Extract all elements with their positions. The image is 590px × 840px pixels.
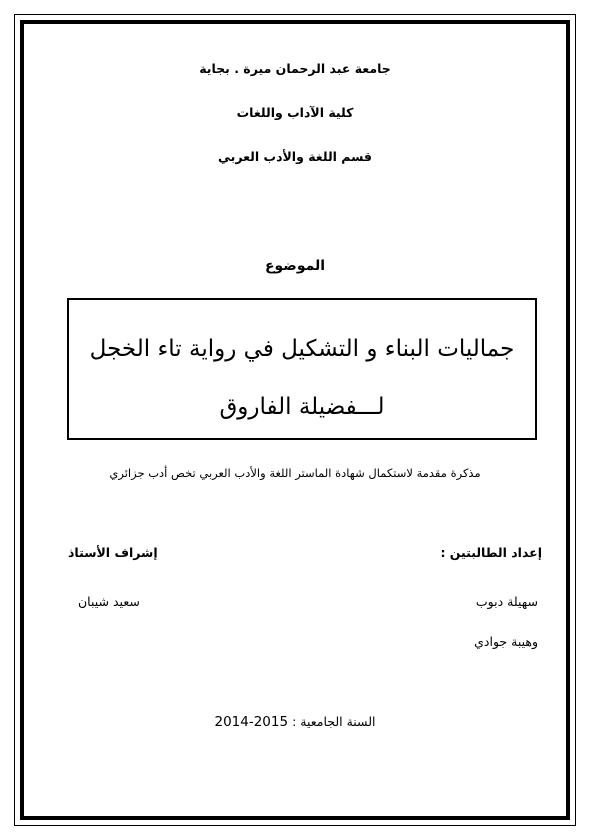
student-name-1: سهيلة دبوب — [475, 594, 538, 609]
thesis-subtitle: مذكرة مقدمة لاستكمال شهادة الماستر اللغة والأدب العربي تخص أدب جزائري — [109, 466, 481, 480]
topic-label: الموضوع — [264, 258, 326, 274]
department-name: قسم اللغة والأدب العربي — [218, 149, 372, 164]
thesis-title-line1: جماليات البناء و التشكيل في رواية تاء الخجل — [89, 336, 515, 362]
supervisor-name: سعيد شيبان — [78, 594, 140, 609]
university-name: جامعة عبد الرحمان ميرة . بجاية — [199, 61, 391, 76]
thesis-title-line2: لـــفضيلة الفاروق — [219, 394, 385, 420]
title-box — [67, 298, 537, 440]
academic-year-value: 2014-2015 — [214, 714, 289, 730]
academic-year — [24, 713, 566, 731]
academic-year-label: السنة الجامعية : — [292, 714, 376, 729]
supervisor-label: إشراف الأستاذ — [68, 545, 158, 560]
faculty-name: كلية الآداب واللغات — [236, 105, 354, 120]
student-name-2: وهيبة جوادي — [474, 634, 538, 649]
students-label: إعداد الطالبتين : — [440, 545, 542, 560]
